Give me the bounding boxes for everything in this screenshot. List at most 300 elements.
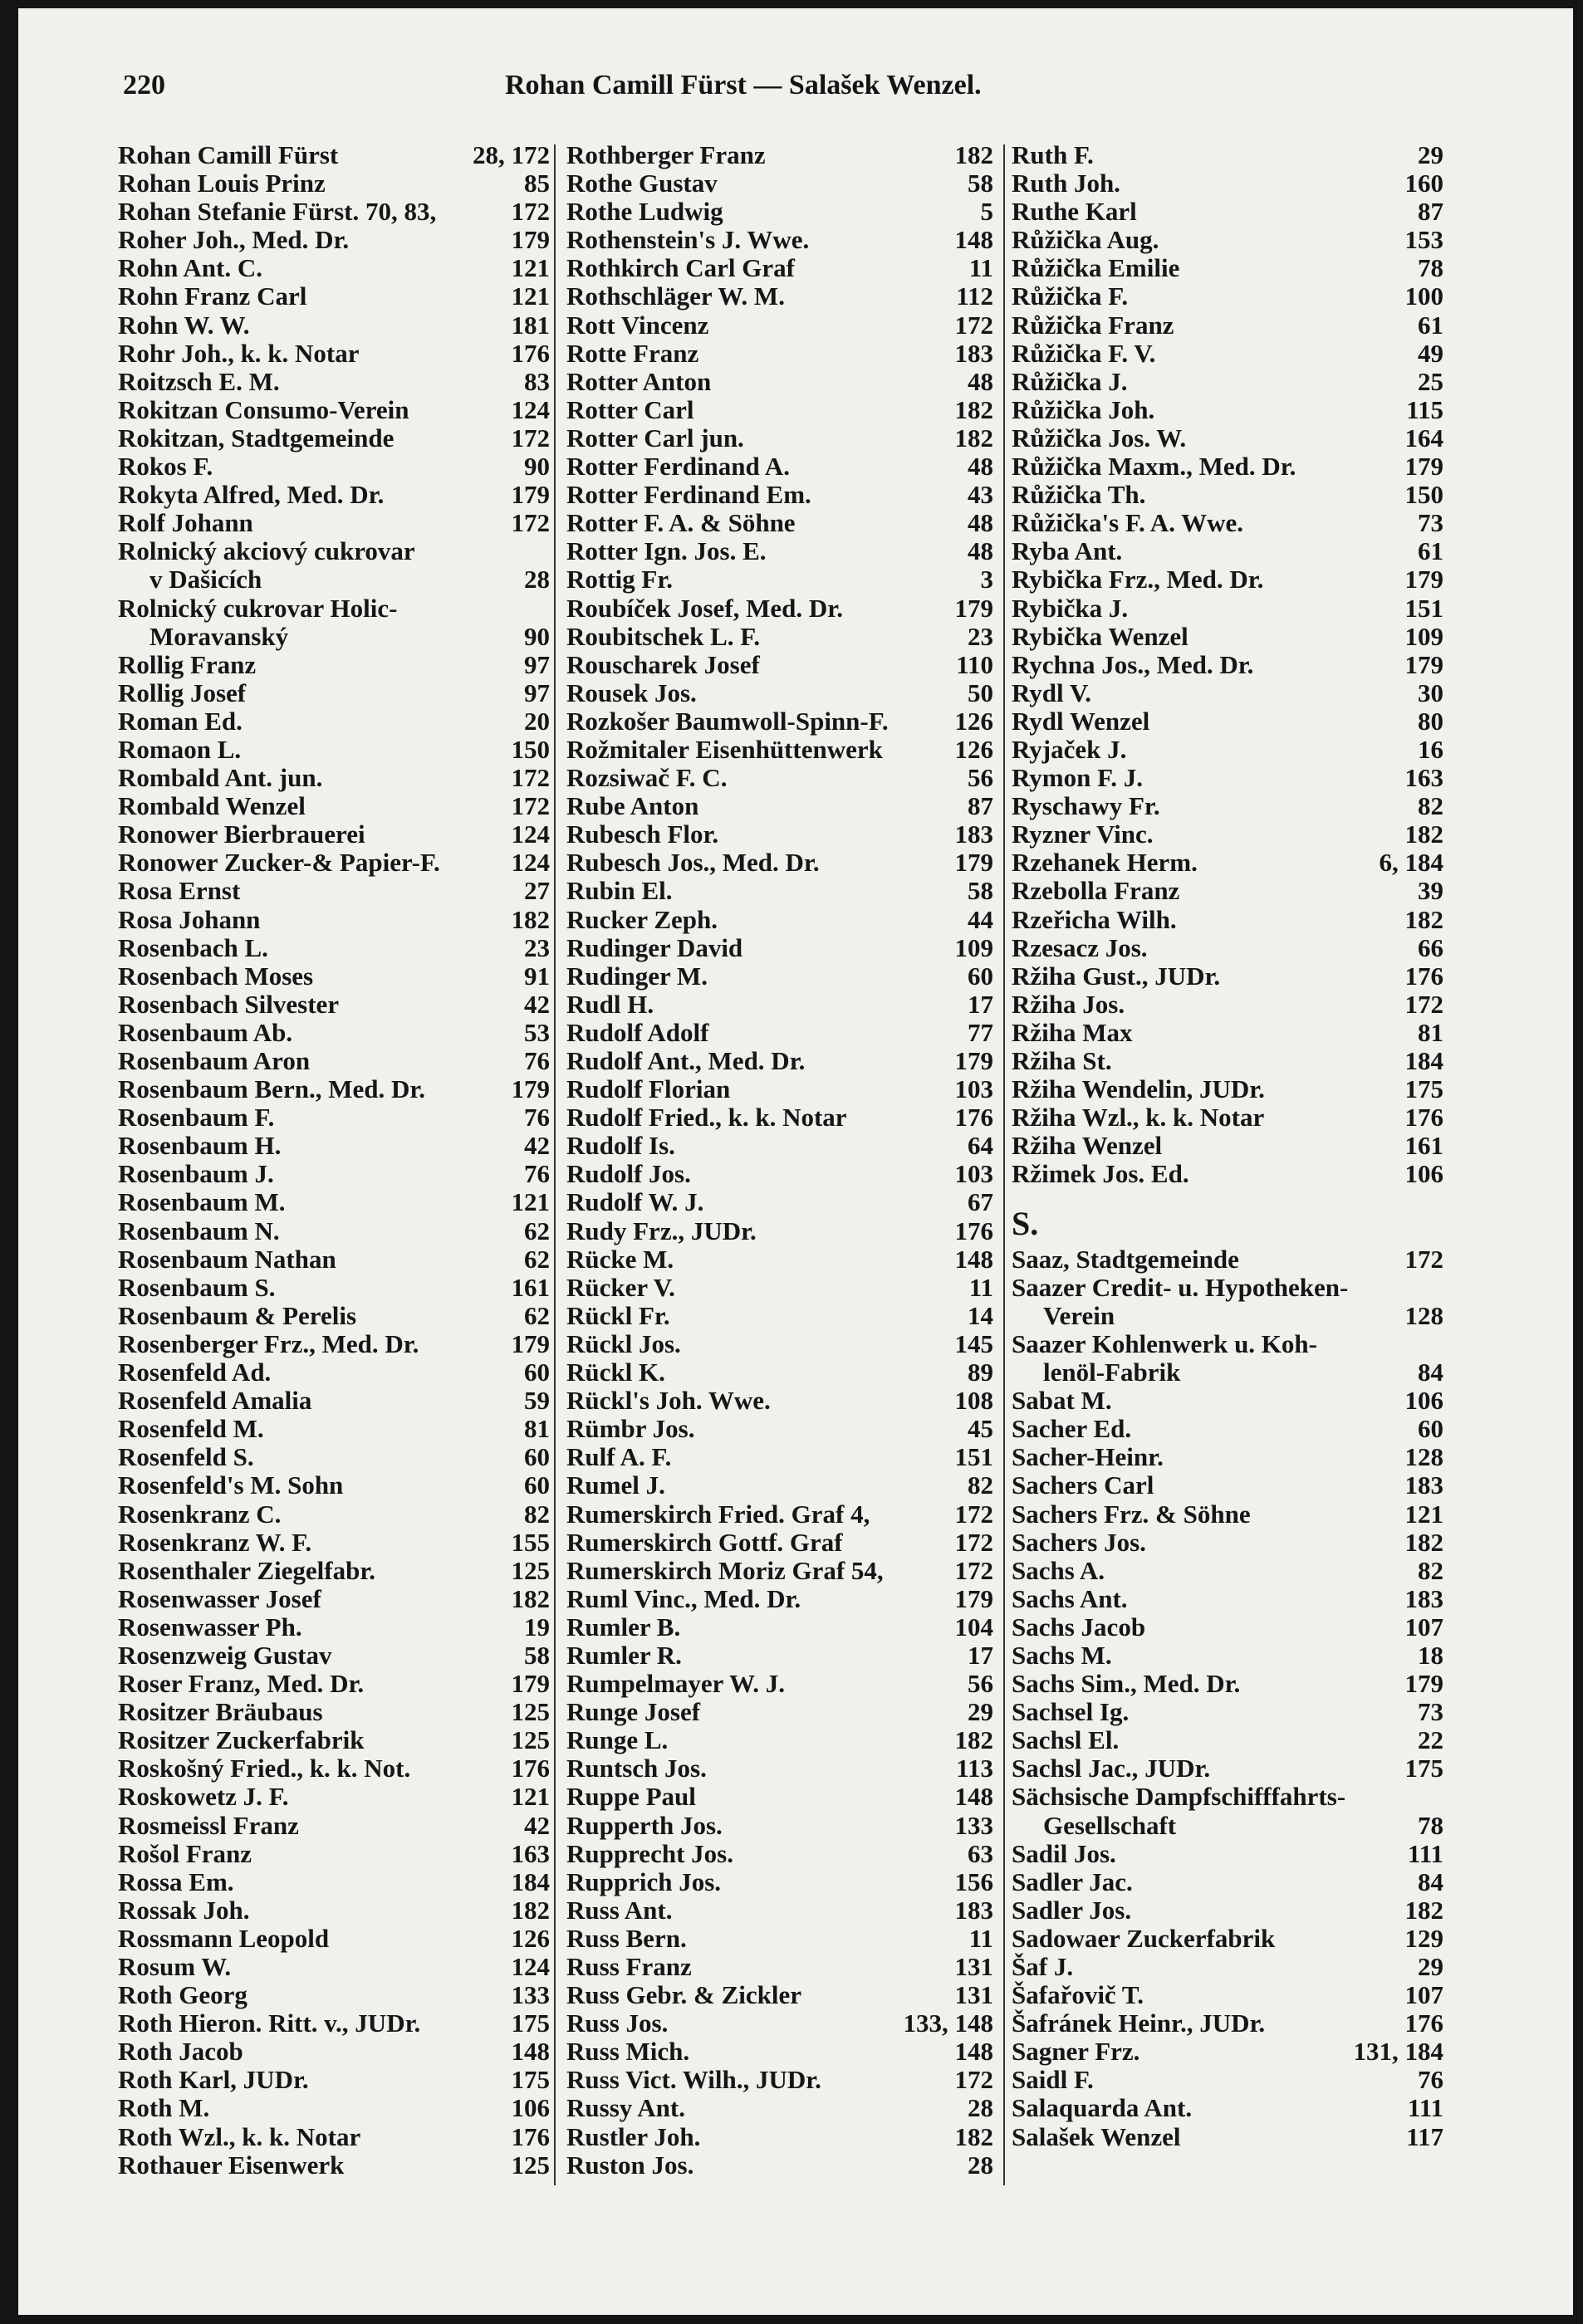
index-entry (1012, 1047, 1443, 1075)
index-entry (566, 141, 993, 169)
index-entry (118, 396, 550, 424)
entry-name: Ržiha Wendelin, JUDr. (1012, 1074, 1265, 1104)
index-entry (1012, 1160, 1443, 1188)
index-entry (566, 1585, 993, 1613)
entry-pages: 175 (511, 2065, 550, 2095)
entry-name: Russy Ant. (566, 2093, 685, 2123)
index-entry (1012, 481, 1443, 509)
index-entry (118, 2123, 550, 2151)
index-entry (566, 1217, 993, 1245)
entry-pages: 97 (524, 678, 550, 707)
entry-name: Rudolf Florian (566, 1074, 731, 1104)
entry-name: Russ Bern. (566, 1923, 687, 1953)
entry-name: Rositzer Bräubaus (118, 1697, 323, 1727)
index-entry (1012, 1415, 1443, 1443)
entry-name: Rosenbaum Aron (118, 1046, 311, 1075)
entry-name: Rosenbaum N. (118, 1216, 280, 1245)
entry-pages: 29 (1418, 140, 1443, 169)
index-entry (118, 764, 550, 792)
entry-pages: 11 (968, 1272, 993, 1302)
entry-pages: 182 (1404, 1527, 1443, 1557)
index-entry (118, 1585, 550, 1613)
index-entry (118, 1443, 550, 1471)
entry-pages: 182 (954, 1725, 993, 1755)
entry-pages: 5 (980, 197, 993, 227)
index-entry (118, 141, 550, 169)
entry-pages: 58 (524, 1640, 550, 1670)
entry-name: Rotter Carl (566, 394, 694, 424)
index-entry (566, 1132, 993, 1160)
entry-pages: 175 (511, 2008, 550, 2038)
entry-pages: 83 (524, 366, 550, 396)
entry-name: Rosenwasser Ph. (118, 1612, 302, 1641)
index-entry (566, 1698, 993, 1726)
entry-name: Rudolf W. J. (566, 1187, 704, 1217)
running-header (123, 61, 1427, 111)
entry-pages: 151 (954, 1442, 993, 1472)
index-entry (1012, 1529, 1443, 1557)
entry-pages: 45 (968, 1414, 993, 1444)
entry-pages: 172 (954, 2065, 993, 2095)
index-entry (566, 1245, 993, 1274)
entry-pages: 182 (954, 140, 993, 169)
entry-name: lenöl-Fabrik (1043, 1358, 1181, 1387)
index-entry (118, 792, 550, 820)
entry-pages: 73 (1418, 508, 1443, 538)
entry-name: Roubíček Josef, Med. Dr. (566, 593, 843, 623)
entry-name: Rudinger M. (566, 961, 708, 991)
entry-name: Rosenbaum Ab. (118, 1017, 293, 1047)
entry-pages: 58 (968, 876, 993, 906)
entry-pages: 184 (511, 1867, 550, 1896)
entry-pages: 151 (1404, 593, 1443, 623)
entry-name: Rosenthaler Ziegelfabr. (118, 1555, 375, 1585)
entry-pages: 121 (511, 253, 550, 283)
entry-pages: 23 (524, 932, 550, 962)
entry-pages: 76 (524, 1159, 550, 1189)
entry-pages: 111 (1407, 1838, 1443, 1868)
entry-pages: 182 (954, 2121, 993, 2151)
entry-pages: 89 (968, 1358, 993, 1387)
entry-name: Rosenberger Frz., Med. Dr. (118, 1328, 419, 1358)
entry-name: v Dašicích (149, 565, 262, 594)
entry-pages: 103 (954, 1159, 993, 1189)
entry-name: Rosenfeld S. (118, 1442, 254, 1472)
index-entry (1012, 764, 1443, 792)
entry-pages: 27 (524, 876, 550, 906)
index-entry (1012, 1783, 1443, 1811)
entry-name: Ryzner Vinc. (1012, 820, 1154, 849)
entry-pages: 48 (968, 508, 993, 538)
entry-name: Ržiha Max (1012, 1017, 1133, 1047)
entry-name: Rydl V. (1012, 678, 1091, 707)
index-entry (118, 1981, 550, 2009)
index-entry (566, 1188, 993, 1216)
entry-pages: 58 (968, 169, 993, 198)
entry-pages: 172 (511, 197, 550, 227)
index-entry (118, 651, 550, 679)
index-entry (118, 1500, 550, 1529)
index-entry (118, 1103, 550, 1132)
index-entry (118, 1217, 550, 1245)
entry-name: Rudl H. (566, 989, 654, 1019)
entry-pages: 128 (1404, 1300, 1443, 1330)
entry-pages: 61 (1418, 310, 1443, 340)
entry-pages: 59 (524, 1386, 550, 1416)
entry-pages: 110 (956, 649, 993, 679)
entry-name: Rückl Fr. (566, 1300, 670, 1330)
index-entry (118, 594, 550, 623)
entry-pages: 80 (1418, 706, 1443, 736)
index-entry (118, 906, 550, 934)
entry-name: Rudinger David (566, 932, 743, 962)
index-entry (1012, 2123, 1443, 2151)
entry-name: Rothe Gustav (566, 169, 718, 198)
index-entry (566, 1330, 993, 1358)
entry-name: Ržimek Jos. Ed. (1012, 1159, 1189, 1189)
entry-name: Rothenstein's J. Wwe. (566, 225, 810, 255)
entry-name: Růžička Maxm., Med. Dr. (1012, 452, 1296, 482)
entry-name: Růžička Jos. W. (1012, 423, 1187, 453)
entry-pages: 148 (954, 2037, 993, 2067)
entry-pages: 113 (956, 1754, 993, 1783)
entry-pages: 172 (954, 1499, 993, 1529)
entry-pages: 66 (1418, 932, 1443, 962)
index-entry (1012, 2066, 1443, 2094)
entry-name: Ruml Vinc., Med. Dr. (566, 1583, 801, 1613)
entry-pages: 28 (524, 565, 550, 594)
entry-name: Rückl Jos. (566, 1328, 681, 1358)
index-entry (1012, 1471, 1443, 1500)
index-entry (1012, 1557, 1443, 1585)
entry-name: Sachsl El. (1012, 1725, 1120, 1755)
index-entry (566, 2123, 993, 2151)
entry-pages: 176 (511, 2121, 550, 2151)
index-entry (566, 1754, 993, 1783)
index-entry (1012, 311, 1443, 340)
index-entry (566, 1471, 993, 1500)
index-entry (566, 340, 993, 368)
entry-pages: 28 (968, 2150, 993, 2180)
entry-name: Rokyta Alfred, Med. Dr. (118, 480, 385, 510)
index-entry (118, 1132, 550, 1160)
entry-name: Saazer Credit- u. Hypotheken- (1012, 1272, 1349, 1302)
index-entry (566, 1670, 993, 1698)
index-entry (1012, 1132, 1443, 1160)
entry-pages: 61 (1418, 536, 1443, 566)
entry-name: Ržiha Jos. (1012, 989, 1125, 1019)
entry-name: Rybička Wenzel (1012, 621, 1188, 651)
index-entry (1012, 1896, 1443, 1925)
index-entry (118, 1557, 550, 1585)
entry-pages: 53 (524, 1017, 550, 1047)
entry-pages: 182 (1404, 820, 1443, 849)
entry-name: Rosenbach L. (118, 932, 268, 962)
entry-name: Rossa Em. (118, 1867, 234, 1896)
entry-pages: 179 (511, 480, 550, 510)
entry-pages: 111 (1407, 2093, 1443, 2123)
entry-pages: 48 (968, 536, 993, 566)
index-entry (566, 2094, 993, 2122)
entry-name: Gesellschaft (1043, 1810, 1177, 1840)
index-entry (118, 1245, 550, 1274)
entry-pages: 150 (1404, 480, 1443, 510)
entry-name: Roth Wzl., k. k. Notar (118, 2121, 361, 2151)
entry-pages: 76 (1418, 2065, 1443, 2095)
index-entry (566, 962, 993, 991)
entry-name: Sachs Sim., Med. Dr. (1012, 1669, 1241, 1699)
entry-pages: 48 (968, 452, 993, 482)
index-entry (1012, 226, 1443, 254)
index-entry (118, 1641, 550, 1670)
index-entry (1012, 1387, 1443, 1415)
index-entry (1012, 169, 1443, 198)
entry-pages: 148 (954, 225, 993, 255)
entry-pages: 163 (511, 1838, 550, 1868)
entry-name: Russ Mich. (566, 2037, 690, 2067)
index-entry (118, 282, 550, 311)
index-entry (118, 509, 550, 537)
entry-pages: 182 (954, 423, 993, 453)
entry-name: Rube Anton (566, 791, 699, 821)
entry-name: Rositzer Zuckerfabrik (118, 1725, 365, 1755)
entry-pages: 109 (1404, 621, 1443, 651)
index-entry (118, 1812, 550, 1840)
index-entry (566, 1019, 993, 1047)
entry-name: Rudolf Ant., Med. Dr. (566, 1046, 806, 1075)
entry-pages: 172 (511, 763, 550, 793)
entry-pages: 73 (1418, 1697, 1443, 1727)
index-entry (1012, 1302, 1443, 1330)
entry-pages: 100 (1404, 281, 1443, 311)
index-entry (118, 623, 550, 651)
index-entry (566, 764, 993, 792)
entry-pages: 56 (968, 763, 993, 793)
entry-name: Sachs A. (1012, 1555, 1105, 1585)
entry-pages: 90 (524, 621, 550, 651)
index-entry (566, 282, 993, 311)
index-entry (1012, 1245, 1443, 1274)
entry-pages: 179 (511, 1074, 550, 1104)
index-entry (566, 1840, 993, 1868)
entry-name: Rothe Ludwig (566, 197, 723, 227)
entry-pages: 179 (1404, 649, 1443, 679)
entry-pages: 42 (524, 989, 550, 1019)
entry-pages: 22 (1418, 1725, 1443, 1755)
entry-pages: 183 (1404, 1470, 1443, 1500)
entry-name: Rosenzweig Gustav (118, 1640, 332, 1670)
entry-pages: 84 (1418, 1867, 1443, 1896)
entry-pages: 42 (524, 1810, 550, 1840)
entry-name: Roth M. (118, 2093, 210, 2123)
entry-pages: 133 (954, 1810, 993, 1840)
index-entry (118, 1019, 550, 1047)
entry-name: Růžička J. (1012, 366, 1128, 396)
entry-pages: 184 (1404, 1046, 1443, 1075)
index-entry (1012, 1726, 1443, 1754)
entry-pages: 161 (1404, 1131, 1443, 1161)
entry-pages: 124 (511, 394, 550, 424)
entry-pages: 97 (524, 649, 550, 679)
entry-name: Rohan Stefanie Fürst. 70, 83, (118, 197, 437, 227)
entry-pages: 172 (1404, 1244, 1443, 1274)
entry-name: Russ Vict. Wilh., JUDr. (566, 2065, 821, 2095)
entry-name: Rokos F. (118, 452, 213, 482)
entry-pages: 172 (954, 1555, 993, 1585)
entry-pages: 115 (1406, 394, 1443, 424)
index-entry (566, 2066, 993, 2094)
entry-name: Rosenbaum & Perelis (118, 1300, 357, 1330)
index-entry (1012, 1641, 1443, 1670)
entry-pages: 62 (524, 1216, 550, 1245)
entry-name: Roskowetz J. F. (118, 1782, 289, 1812)
index-entry (1012, 1274, 1443, 1302)
index-entry (118, 1188, 550, 1216)
entry-pages: 17 (968, 989, 993, 1019)
entry-pages: 18 (1418, 1640, 1443, 1670)
entry-name: Rokitzan, Stadtgemeinde (118, 423, 395, 453)
entry-name: Roubitschek L. F. (566, 621, 761, 651)
entry-name: Rohr Joh., k. k. Notar (118, 338, 360, 368)
index-entry (566, 679, 993, 707)
entry-name: Roher Joh., Med. Dr. (118, 225, 350, 255)
entry-name: Roskošný Fried., k. k. Not. (118, 1754, 411, 1783)
entry-pages: 6, 184 (1379, 848, 1443, 878)
entry-pages: 182 (1404, 1895, 1443, 1925)
index-column-3 (1012, 141, 1443, 2192)
entry-name: Rošol Franz (118, 1838, 252, 1868)
entry-pages: 108 (954, 1386, 993, 1416)
entry-pages: 182 (1404, 904, 1443, 934)
entry-pages: 179 (1404, 452, 1443, 482)
entry-pages: 176 (1404, 1103, 1443, 1133)
entry-name: Rubin El. (566, 876, 673, 906)
index-entry (118, 934, 550, 962)
entry-pages: 107 (1404, 1612, 1443, 1641)
index-entry (118, 1160, 550, 1188)
entry-pages: 76 (524, 1046, 550, 1075)
index-entry (118, 877, 550, 905)
index-entry (566, 1047, 993, 1075)
index-entry (566, 594, 993, 623)
entry-name: Růžička Emilie (1012, 253, 1180, 283)
entry-name: Rozsiwač F. C. (566, 763, 728, 793)
entry-name: Rychna Jos., Med. Dr. (1012, 649, 1254, 679)
index-entry (1012, 1670, 1443, 1698)
index-entry (118, 565, 550, 594)
entry-name: Sachsl Jac., JUDr. (1012, 1754, 1211, 1783)
entry-name: Rouscharek Josef (566, 649, 760, 679)
entry-name: Rossmann Leopold (118, 1923, 330, 1953)
index-entry (566, 906, 993, 934)
entry-name: Rumler B. (566, 1612, 681, 1641)
section-letter: S. (1012, 1205, 1039, 1243)
entry-pages: 126 (954, 734, 993, 764)
entry-name: Rosenbach Moses (118, 961, 314, 991)
entry-pages: 48 (968, 366, 993, 396)
entry-pages: 155 (511, 1527, 550, 1557)
entry-name: Roitzsch E. M. (118, 366, 280, 396)
entry-name: Rzesacz Jos. (1012, 932, 1148, 962)
entry-pages: 82 (1418, 791, 1443, 821)
entry-pages: 148 (954, 1782, 993, 1812)
entry-name: Šafařovič T. (1012, 1980, 1144, 2010)
entry-name: Sabat M. (1012, 1386, 1112, 1416)
entry-pages: 182 (511, 1895, 550, 1925)
index-entry (118, 1726, 550, 1754)
entry-name: Rottig Fr. (566, 565, 673, 594)
entry-pages: 78 (1418, 1810, 1443, 1840)
entry-name: Rumler R. (566, 1640, 682, 1670)
entry-name: Rohn Ant. C. (118, 253, 262, 283)
entry-name: Rubesch Flor. (566, 820, 719, 849)
index-entry (118, 1302, 550, 1330)
entry-name: Rosmeissl Franz (118, 1810, 299, 1840)
index-entry (118, 991, 550, 1019)
entry-pages: 42 (524, 1131, 550, 1161)
entry-name: Šafránek Heinr., JUDr. (1012, 2008, 1266, 2038)
entry-name: Rousek Jos. (566, 678, 697, 707)
index-entry (118, 1075, 550, 1103)
entry-pages: 76 (524, 1103, 550, 1133)
index-entry (1012, 991, 1443, 1019)
index-entry (118, 311, 550, 340)
entry-pages: 131 (954, 1980, 993, 2010)
index-entry (566, 169, 993, 198)
entry-pages: 106 (1404, 1386, 1443, 1416)
entry-name: Rožmitaler Eisenhüttenwerk (566, 734, 883, 764)
index-entry (566, 254, 993, 282)
index-entry (118, 1670, 550, 1698)
index-entry (118, 481, 550, 509)
index-entry (1012, 2038, 1443, 2066)
entry-pages: 153 (1404, 225, 1443, 255)
entry-pages: 103 (954, 1074, 993, 1104)
entry-name: Saazer Kohlenwerk u. Koh- (1012, 1328, 1317, 1358)
entry-name: Rohan Camill Fürst (118, 140, 339, 169)
index-entry (118, 2066, 550, 2094)
entry-pages: 148 (954, 1244, 993, 1274)
entry-pages: 121 (511, 281, 550, 311)
entry-pages: 117 (1406, 2121, 1443, 2151)
entry-pages: 179 (954, 1583, 993, 1613)
entry-name: Rothkirch Carl Graf (566, 253, 795, 283)
entry-pages: 175 (1404, 1754, 1443, 1783)
index-entry (118, 736, 550, 764)
index-entry (566, 849, 993, 877)
index-entry (1012, 453, 1443, 481)
index-entry (1012, 2094, 1443, 2122)
entry-pages: 60 (1418, 1414, 1443, 1444)
entry-name: Rosenfeld Ad. (118, 1358, 272, 1387)
entry-pages: 39 (1418, 876, 1443, 906)
entry-pages: 19 (524, 1612, 550, 1641)
entry-name: Ruppe Paul (566, 1782, 696, 1812)
entry-name: Rosenbaum Bern., Med. Dr. (118, 1074, 426, 1104)
index-entry (1012, 368, 1443, 396)
entry-pages: 49 (1418, 338, 1443, 368)
index-entry (118, 2009, 550, 2038)
entry-name: Roth Karl, JUDr. (118, 2065, 309, 2095)
entry-name: Rothauer Eisenwerk (118, 2150, 345, 2180)
entry-pages: 106 (1404, 1159, 1443, 1189)
entry-pages: 67 (968, 1187, 993, 1217)
entry-pages: 156 (954, 1867, 993, 1896)
index-entry (566, 736, 993, 764)
entry-name: Salaquarda Ant. (1012, 2093, 1193, 2123)
index-entry (118, 1698, 550, 1726)
index-entry (566, 1529, 993, 1557)
